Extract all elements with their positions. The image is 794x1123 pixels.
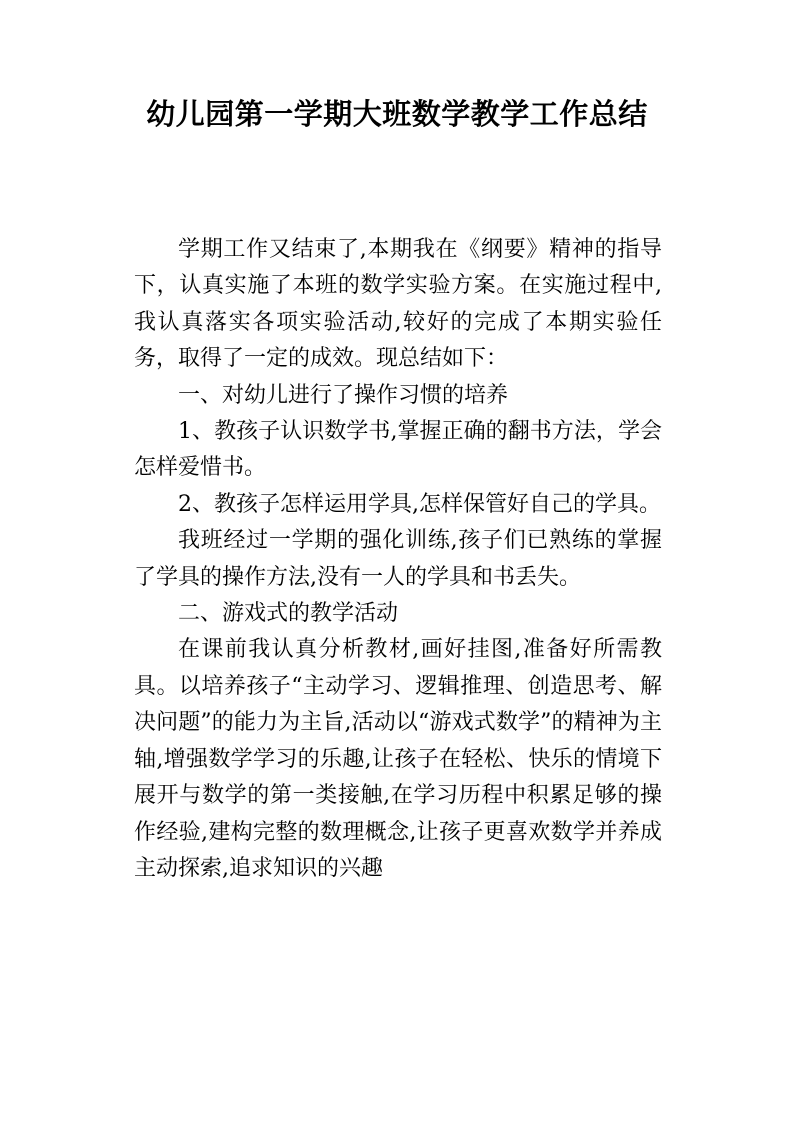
body-paragraph: 在课前我认真分析教材,画好挂图,准备好所需教具。以培养孩子“主动学习、逻辑推理、创造思考、解决问题”的能力为主旨,活动以“游戏式数学”的精神为主轴,增强数学学习的乐趣,让孩子在轻松、快乐的情境下展开与数学的第一类接触,在学习历程中积累足够的操作经验,建构完整的数理概念,让孩子更喜欢数学并养成主动探索,追求知识的兴趣: [134, 637, 662, 881]
intro-paragraph: 学期工作又结束了,本期我在《纲要》精神的指导下，认真实施了本班的数学实验方案。在实施过程中,我认真落实各项实验活动,较好的完成了本期实验任务，取得了一定的成效。现总结如下：: [134, 237, 662, 372]
list-item-1: 1、教孩子认识数学书,掌握正确的翻书方法，学会怎样爱惜书。: [134, 419, 662, 481]
summary-paragraph: 我班经过一学期的强化训练,孩子们已熟练的掌握了学具的操作方法,没有一人的学具和书丢失。: [134, 528, 662, 590]
section-heading-1: 一、对幼儿进行了操作习惯的培养: [178, 382, 509, 408]
list-item-2: 2、教孩子怎样运用学具,怎样保管好自己的学具。: [178, 491, 661, 517]
section-heading-2: 二、游戏式的教学活动: [178, 601, 399, 627]
document-title: 幼儿园第一学期大班数学教学工作总结: [146, 97, 648, 131]
document-body: [134, 232, 662, 887]
